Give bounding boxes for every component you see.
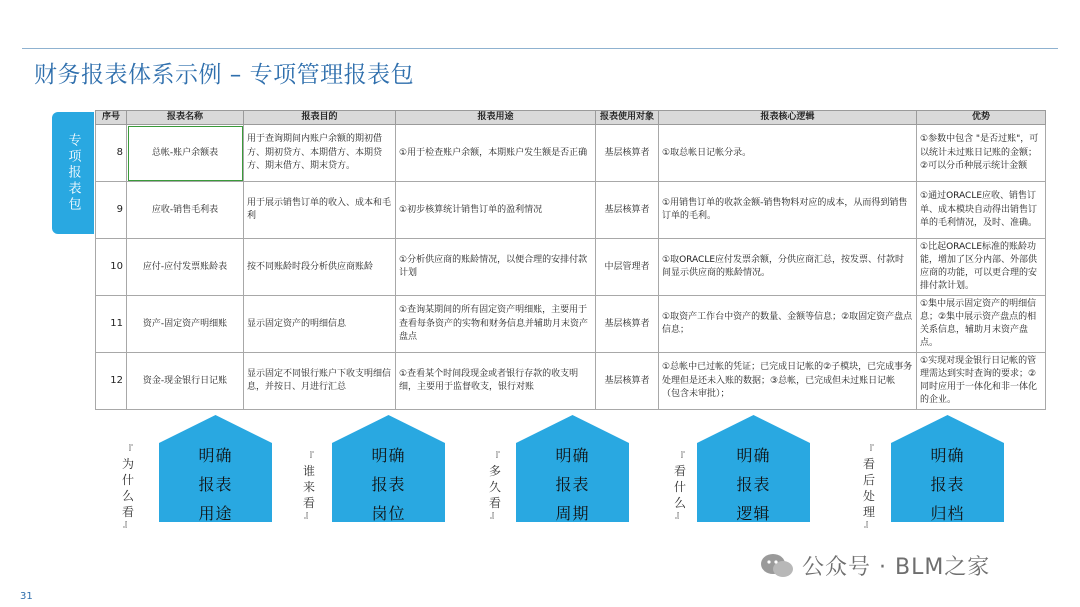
house-line: 岗位 (371, 504, 406, 523)
question-why-view: 『 为什么看 』 (121, 445, 134, 530)
cell-audience: 中层管理者 (596, 239, 659, 296)
cell-purpose: 显示固定不同银行账户下收支明细信息，并按日、月进行汇总 (244, 353, 396, 410)
watermark (760, 550, 990, 581)
side-tab-label: 专项报表包 (65, 133, 81, 213)
cell-name: 应付-应付发票账龄表 (127, 239, 244, 296)
header-purpose: 报表目的 (244, 111, 396, 125)
header-audience: 报表使用对象 (596, 111, 659, 125)
header-name: 报表名称 (127, 111, 244, 125)
wechat-icon (760, 553, 794, 579)
question-text: 谁来看 (302, 464, 315, 510)
cell-advantage: ①实现对现金银行日记帐的管理需达到实时查询的要求；②同时应用于一体化和非一体化的企业。 (917, 353, 1046, 410)
principle-house-logic (697, 415, 810, 522)
house-line: 报表 (930, 475, 965, 494)
house-line: 明确 (555, 446, 590, 465)
cell-usage: ①用于检查账户余额，本期账户发生额是否正确 (396, 125, 596, 182)
cell-purpose: 用于查询期间内账户余额的期初借方、期初贷方、本期借方、本期贷方、期末借方、期末贷方。 (244, 125, 396, 182)
question-who-views: 『 谁来看 』 (302, 452, 315, 521)
question-text: 为什么看 (121, 457, 134, 519)
header-advantage: 优势 (917, 111, 1046, 125)
header-usage: 报表用途 (396, 111, 596, 125)
question-what-to-view: 『 看什么 』 (673, 452, 686, 521)
side-tab-special-reports (52, 112, 94, 234)
cell-advantage: ①参数中包含 "是否过账"，可以统计未过账日记账的金额；②可以分币种展示统计金额 (917, 125, 1046, 182)
cell-usage: ①初步核算统计销售订单的盈利情况 (396, 182, 596, 239)
house-line: 明确 (198, 446, 233, 465)
table-row (96, 125, 1046, 182)
house-line: 报表 (555, 475, 590, 494)
cell-purpose: 用于展示销售订单的收入、成本和毛利 (244, 182, 396, 239)
cell-logic: ①取资产工作台中资产的数量、金额等信息；②取固定资产盘点信息； (659, 296, 917, 353)
cell-no: 11 (96, 296, 127, 353)
principle-house-cycle (516, 415, 629, 522)
page-number: 31 (20, 591, 33, 602)
house-line: 逻辑 (736, 504, 771, 523)
cell-logic: ①取ORACLE应付发票余额，分供应商汇总，按发票、付款时间显示供应商的账龄情况。 (659, 239, 917, 296)
cell-logic: ①总帐中已过帐的凭证；已完成日记帐的②子模块，已完成事务处理但是还未入账的数据；③总帐，已完成但未过账日记帐（包含未审批）； (659, 353, 917, 410)
cell-purpose: 按不同账龄时段分析供应商账龄 (244, 239, 396, 296)
house-line: 明确 (736, 446, 771, 465)
cell-audience: 基层核算者 (596, 296, 659, 353)
principle-house-archive (891, 415, 1004, 522)
cell-audience: 基层核算者 (596, 182, 659, 239)
house-line: 报表 (371, 475, 406, 494)
table-row (96, 353, 1046, 410)
house-line: 明确 (371, 446, 406, 465)
principle-house-purpose (159, 415, 272, 522)
house-line: 报表 (198, 475, 233, 494)
cell-name: 资金-现金银行日记账 (127, 353, 244, 410)
cell-usage: ①分析供应商的账龄情况，以便合理的安排付款计划 (396, 239, 596, 296)
cell-usage: ①查询某期间的所有固定资产明细账，主要用于查看每条资产的实物和财务信息并辅助月末资产盘点 (396, 296, 596, 353)
slide-title: 财务报表体系示例 – 专项管理报表包 (34, 62, 415, 88)
table-row (96, 296, 1046, 353)
cell-no: 8 (96, 125, 127, 182)
house-line: 归档 (930, 504, 965, 523)
cell-name[interactable]: 总帐-账户余额表 (127, 125, 244, 182)
cell-advantage: ①通过ORACLE应收、销售订单、成本模块自动得出销售订单的毛利情况，及时、准确。 (917, 182, 1046, 239)
house-line: 明确 (930, 446, 965, 465)
house-line: 用途 (198, 504, 233, 523)
question-after-viewing: 『 看后处理 』 (862, 445, 875, 530)
cell-logic: ①用销售订单的收款金额-销售物料对应的成本，从而得到销售订单的毛利。 (659, 182, 917, 239)
watermark-text: 公众号 · BLM之家 (802, 555, 991, 580)
cell-usage: ①查看某个时间段现金或者银行存款的收支明细，主要用于监督收支，银行对账 (396, 353, 596, 410)
question-text: 看后处理 (862, 457, 875, 519)
title-rule (22, 48, 1058, 49)
house-line: 报表 (736, 475, 771, 494)
cell-no: 9 (96, 182, 127, 239)
principle-house-role (332, 415, 445, 522)
question-text: 看什么 (673, 464, 686, 510)
question-how-often: 『 多久看 』 (488, 452, 501, 521)
cell-advantage: ①集中展示固定资产的明细信息；②集中展示资产盘点的相关系信息，辅助月末资产盘点。 (917, 296, 1046, 353)
question-text: 多久看 (488, 464, 501, 510)
table-row (96, 182, 1046, 239)
header-no: 序号 (96, 111, 127, 125)
cell-purpose: 显示固定资产的明细信息 (244, 296, 396, 353)
cell-name: 资产-固定资产明细账 (127, 296, 244, 353)
house-line: 周期 (555, 504, 590, 523)
cell-no: 10 (96, 239, 127, 296)
cell-no: 12 (96, 353, 127, 410)
table-row (96, 239, 1046, 296)
cell-name: 应收-销售毛利表 (127, 182, 244, 239)
cell-logic: ①取总帐日记帐分录。 (659, 125, 917, 182)
cell-audience: 基层核算者 (596, 125, 659, 182)
report-table (95, 110, 1046, 410)
cell-audience: 基层核算者 (596, 353, 659, 410)
table-header-row (96, 111, 1046, 125)
header-logic: 报表核心逻辑 (659, 111, 917, 125)
cell-advantage: ①比起ORACLE标准的账龄功能，增加了区分内部、外部供应商的功能，可以更合理的安排付款计划。 (917, 239, 1046, 296)
